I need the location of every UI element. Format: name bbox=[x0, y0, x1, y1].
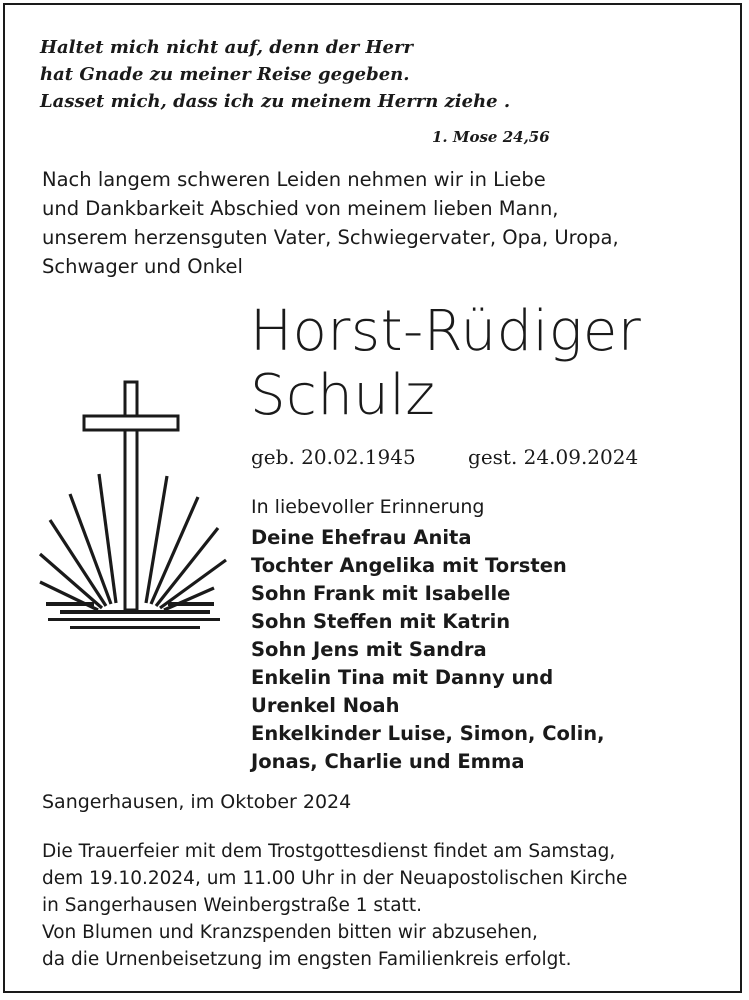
place-date: Sangerhausen, im Oktober 2024 bbox=[42, 791, 352, 813]
list-item: Sohn Frank mit Isabelle bbox=[251, 582, 511, 605]
list-item: Sohn Jens mit Sandra bbox=[251, 638, 487, 661]
memory-title: In liebevoller Erinnerung bbox=[251, 496, 485, 518]
birth-date: geb. 20.02.1945 bbox=[251, 445, 416, 469]
notice-line: Von Blumen und Kranzspenden bitten wir abzusehen, bbox=[42, 922, 538, 943]
funeral-notice bbox=[42, 838, 732, 973]
first-name: Horst-Rüdiger bbox=[250, 299, 642, 364]
bible-verse bbox=[40, 34, 560, 115]
intro-line: unserem herzensguten Vater, Schwiegervater, Opa, Uropa, bbox=[42, 226, 619, 249]
intro-line: Nach langem schweren Leiden nehmen wir in Liebe bbox=[42, 168, 546, 191]
life-dates bbox=[251, 445, 638, 469]
list-item: Enkelin Tina mit Danny und bbox=[251, 666, 554, 689]
intro-line: Schwager und Onkel bbox=[42, 255, 243, 278]
list-item: Urenkel Noah bbox=[251, 694, 400, 717]
mourners-list bbox=[251, 524, 605, 776]
deceased-name bbox=[250, 300, 641, 428]
verse-line: Lasset mich, dass ich zu meinem Herrn ziehe . bbox=[40, 91, 511, 112]
verse-reference: 1. Mose 24,56 bbox=[432, 128, 550, 146]
list-item: Deine Ehefrau Anita bbox=[251, 526, 472, 549]
intro-text bbox=[42, 165, 722, 281]
list-item: Tochter Angelika mit Torsten bbox=[251, 554, 567, 577]
notice-line: in Sangerhausen Weinbergstraße 1 statt. bbox=[42, 895, 422, 916]
intro-line: und Dankbarkeit Abschied von meinem lieben Mann, bbox=[42, 197, 559, 220]
notice-line: Die Trauerfeier mit dem Trostgottesdienst findet am Samstag, bbox=[42, 841, 616, 862]
notice-line: da die Urnenbeisetzung im engsten Familienkreis erfolgt. bbox=[42, 949, 572, 970]
verse-line: hat Gnade zu meiner Reise gegeben. bbox=[40, 64, 410, 85]
last-name: Schulz bbox=[250, 363, 436, 428]
notice-line: dem 19.10.2024, um 11.00 Uhr in der Neuapostolischen Kirche bbox=[42, 868, 628, 889]
list-item: Jonas, Charlie und Emma bbox=[251, 750, 525, 773]
death-date: gest. 24.09.2024 bbox=[468, 445, 639, 469]
verse-line: Haltet mich nicht auf, denn der Herr bbox=[40, 37, 413, 58]
list-item: Enkelkinder Luise, Simon, Colin, bbox=[251, 722, 605, 745]
list-item: Sohn Steffen mit Katrin bbox=[251, 610, 511, 633]
cross-sunrise-icon bbox=[36, 378, 236, 638]
